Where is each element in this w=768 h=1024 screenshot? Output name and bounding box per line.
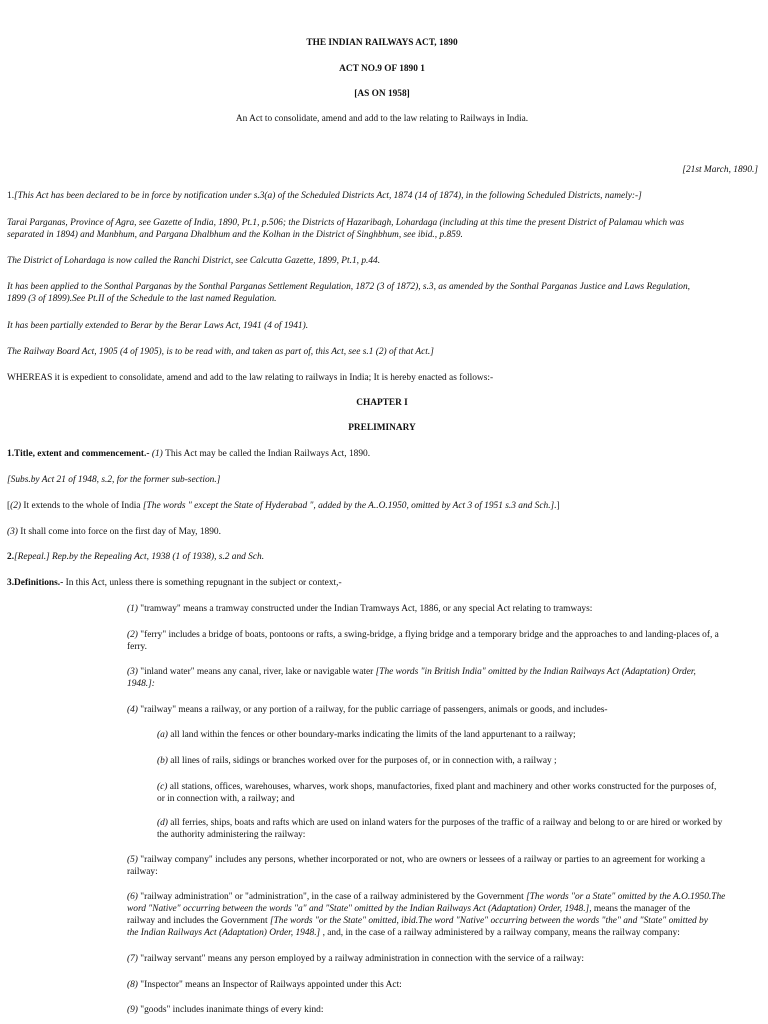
chapter-number: CHAPTER I: [356, 398, 408, 408]
definition-2-line-2: ferry.: [127, 642, 147, 652]
definition-4a: (a) all land within the fences or other boundary-marks indicating the limits of the land appurtenant to a railway;: [157, 730, 576, 740]
section-2: 2.[Repeal.] Rep.by the Repealing Act, 1938 (1 of 1938), s.2 and Sch.: [7, 552, 265, 562]
definition-6-line-3: railway and includes the Government [The words "or the State" omitted, ibid.The word "Native" occurring between the words "the" and "State" omitted by: [127, 916, 708, 926]
section-1-subsection-3: (3) It shall come into force on the first day of May, 1890.: [7, 527, 221, 537]
footnote-1-text: [This Act has been declared to be in force by notification under s.3(a) of the Scheduled Districts Act, 1874 (14 of 1874), in the following Scheduled Districts, namely:-]: [14, 191, 642, 201]
section-3-heading-line: 3.Definitions.- In this Act, unless there is something repugnant in the subject or context,-: [7, 578, 342, 588]
definition-5-line-2: railway:: [127, 867, 158, 877]
footnote-4-line-1: It has been applied to the Sonthal Parganas by the Sonthal Parganas Settlement Regulation, 1872 (3 of 1872), s.3, as amended by the Sonthal Parganas Justice and Laws Regulation,: [7, 282, 690, 292]
chapter-name: PRELIMINARY: [348, 423, 416, 433]
footnote-1-number: 1.: [7, 191, 15, 201]
section-1-subsection-2: [(2) It extends to the whole of India [The words " except the State of Hyderabad ", added by the A..O.1950, omitted by Act 3 of 1951 s.3 and Sch.].]: [7, 501, 560, 511]
definition-2-line-1: (2) "ferry" includes a bridge of boats, pontoons or rafts, a swing-bridge, a flying bridge and a temporary bridge and the approaches to and landing-places of, a: [127, 630, 719, 640]
definition-5-line-1: (5) "railway company" includes any persons, whether incorporated or not, who are owners or lessees of a railway or parties to an agreement for working a: [127, 855, 706, 865]
definition-4c-line-1: (c) all stations, offices, warehouses, wharves, work shops, manufactories, fixed plant and machinery and other works constructed for the purposes of,: [157, 782, 717, 792]
definition-6-line-1: (6) "railway administration" or "administration", in the case of a railway administered by the Government [The words "or a State" omitted by the A.O.1950.The: [127, 892, 726, 902]
preamble: An Act to consolidate, amend and add to the law relating to Railways in India.: [235, 114, 529, 124]
definition-3-line-2: 1948.]:: [127, 679, 155, 689]
section-1-note: [Subs.by Act 21 of 1948, s.2, for the former sub-section.]: [7, 475, 221, 485]
footnote-3: The District of Lohardaga is now called the Ranchi District, see Calcutta Gazette, 1899, Pt.1, p.44.: [7, 256, 381, 266]
definition-4d-line-1: (d) all ferries, ships, boats and rafts which are used on inland waters for the purposes of the traffic of a railway and belong to or are hired or worked by: [157, 818, 723, 828]
footnote-6: The Railway Board Act, 1905 (4 of 1905), is to be read with, and taken as part of, this Act, see s.1 (2) of that Act.]: [7, 347, 434, 357]
definition-3-line-1: (3) "inland water" means any canal, river, lake or navigable water [The words "in British India" omitted by the Indian Railways Act (Adaptation) Order,: [127, 667, 696, 677]
definition-9: (9) "goods" includes inanimate things of every kind:: [127, 1005, 324, 1015]
section-3-heading: 3.Definitions.-: [7, 578, 64, 588]
definition-7: (7) "railway servant" means any person employed by a railway administration in connection with the service of a railway:: [127, 954, 584, 964]
definition-6-line-2: word "Native" occurring between the words "a" and "State" omitted by the Indian Railways Act (Adaptation) Order, 1948.], means the manager of the: [127, 904, 691, 914]
definition-4b: (b) all lines of rails, sidings or branches worked over for the purposes of, or in connection with, a railway ;: [157, 756, 557, 766]
definition-4d-line-2: the authority administering the railway:: [157, 830, 306, 840]
definition-4c-line-2: or in connection with, a railway; and: [157, 794, 295, 804]
enactment-date: [21st March, 1890.]: [682, 165, 758, 175]
footnote-2-line-2: separated in 1894) and Manbhum, and Pargana Dhalbhum and the Kolhan in the District of Singhbhum, see ibid., p.859.: [7, 230, 463, 240]
definition-8: (8) "Inspector" means an Inspector of Railways appointed under this Act:: [127, 980, 402, 990]
footnote-1: [7, 190, 642, 202]
whereas-clause: WHEREAS it is expedient to consolidate, amend and add to the law relating to railways in India; It is hereby enacted as follows:-: [7, 373, 494, 383]
as-on-date: [AS ON 1958]: [354, 89, 410, 99]
section-1-heading: 1.Title, extent and commencement.-: [7, 449, 150, 459]
definition-6-line-4: the Indian Railways Act (Adaptation) Order, 1948.] , and, in the case of a railway administered by a railway company, means the railway company:: [127, 928, 680, 938]
footnote-4-line-2: 1899 (3 of 1899).See Pt.II of the Schedule to the last named Regulation.: [7, 294, 277, 304]
act-title: THE INDIAN RAILWAYS ACT, 1890: [306, 38, 458, 48]
section-1-subsection-1: 1.Title, extent and commencement.- (1) This Act may be called the Indian Railways Act, 1890.: [7, 449, 371, 459]
act-number: ACT NO.9 OF 1890 1: [339, 64, 425, 74]
definition-1: (1) "tramway" means a tramway constructed under the Indian Tramways Act, 1886, or any special Act relating to tramways:: [127, 604, 593, 614]
definition-4: (4) "railway" means a railway, or any portion of a railway, for the public carriage of passengers, animals or goods, and includes-: [127, 705, 608, 715]
footnote-2-line-1: Tarai Parganas, Province of Agra, see Gazette of India, 1890, Pt.1, p.506; the Districts of Hazaribagh, Lohardaga (including at this time the present District of Palamau which was: [7, 218, 684, 228]
footnote-5: It has been partially extended to Berar by the Berar Laws Act, 1941 (4 of 1941).: [7, 321, 309, 331]
